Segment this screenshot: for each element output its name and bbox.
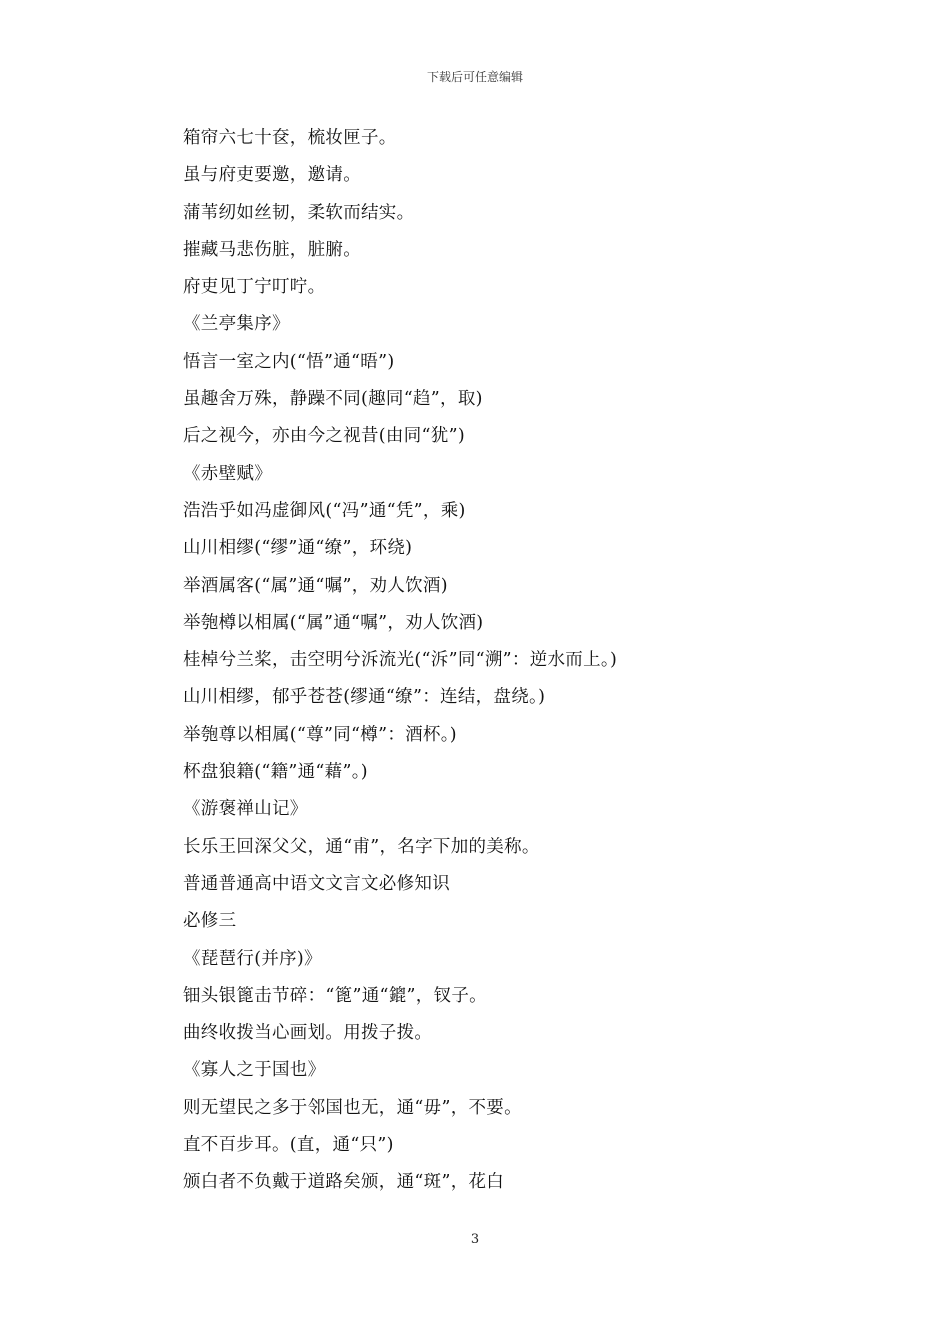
text-line: 府吏见丁宁叮咛。	[183, 277, 326, 298]
text-line: 悟言一室之内(“悟”通“晤”)	[183, 351, 395, 372]
document-body	[183, 120, 823, 1202]
text-line: 颁白者不负戴于道路矣颁，通“斑”，花白	[183, 1172, 505, 1193]
text-line: 山川相缪，郁乎苍苍(缪通“缭”：连结，盘绕。)	[183, 687, 546, 708]
text-line: 必修三	[183, 911, 237, 932]
text-line: 杯盘狼籍(“籍”通“藉”。)	[183, 762, 368, 783]
text-line: 钿头银篦击节碎：“篦”通“鎞”，钗子。	[183, 985, 487, 1006]
text-line: 后之视今，亦由今之视昔(由同“犹”)	[183, 426, 465, 447]
text-line: 摧藏马悲伤脏，脏腑。	[183, 239, 361, 260]
page-header-note: 下载后可任意编辑	[426, 70, 523, 84]
section-title: 《寡人之于国也》	[183, 1060, 326, 1081]
text-line: 蒲苇纫如丝韧，柔软而结实。	[183, 202, 415, 223]
text-line: 则无望民之多于邻国也无，通“毋”，不要。	[183, 1097, 522, 1118]
text-line: 曲终收拨当心画划。用拨子拨。	[183, 1023, 433, 1044]
text-line: 直不百步耳。(直，通“只”)	[183, 1135, 394, 1156]
text-line: 举酒属客(“属”通“嘱”，劝人饮酒)	[183, 575, 448, 596]
page-number: 3	[470, 1232, 480, 1247]
text-line: 山川相缪(“缪”通“缭”，环绕)	[183, 538, 413, 559]
text-line: 虽与府吏要邀，邀请。	[183, 165, 361, 186]
section-title: 《赤壁赋》	[183, 463, 272, 484]
text-line: 虽趣舍万殊，静躁不同(趣同“趋”，取)	[183, 389, 483, 410]
text-line: 普通普通高中语文文言文必修知识	[183, 873, 450, 894]
text-line: 长乐王回深父父，通“甫”，名字下加的美称。	[183, 836, 540, 857]
text-line: 举匏樽以相属(“属”通“嘱”，劝人饮酒)	[183, 612, 484, 633]
section-title: 《琵琶行(并序)》	[183, 948, 322, 969]
text-line: 箱帘六七十奁，梳妆匣子。	[183, 128, 397, 148]
text-line: 浩浩乎如冯虚御风(“冯”通“凭”，乘)	[183, 500, 466, 521]
text-line: 举匏尊以相属(“尊”同“樽”：酒杯。)	[183, 724, 457, 745]
section-title: 《兰亭集序》	[183, 314, 290, 335]
text-line: 桂棹兮兰桨，击空明兮泝流光(“泝”同“溯”：逆水而上。)	[183, 650, 618, 671]
section-title: 《游褒禅山记》	[183, 799, 308, 820]
